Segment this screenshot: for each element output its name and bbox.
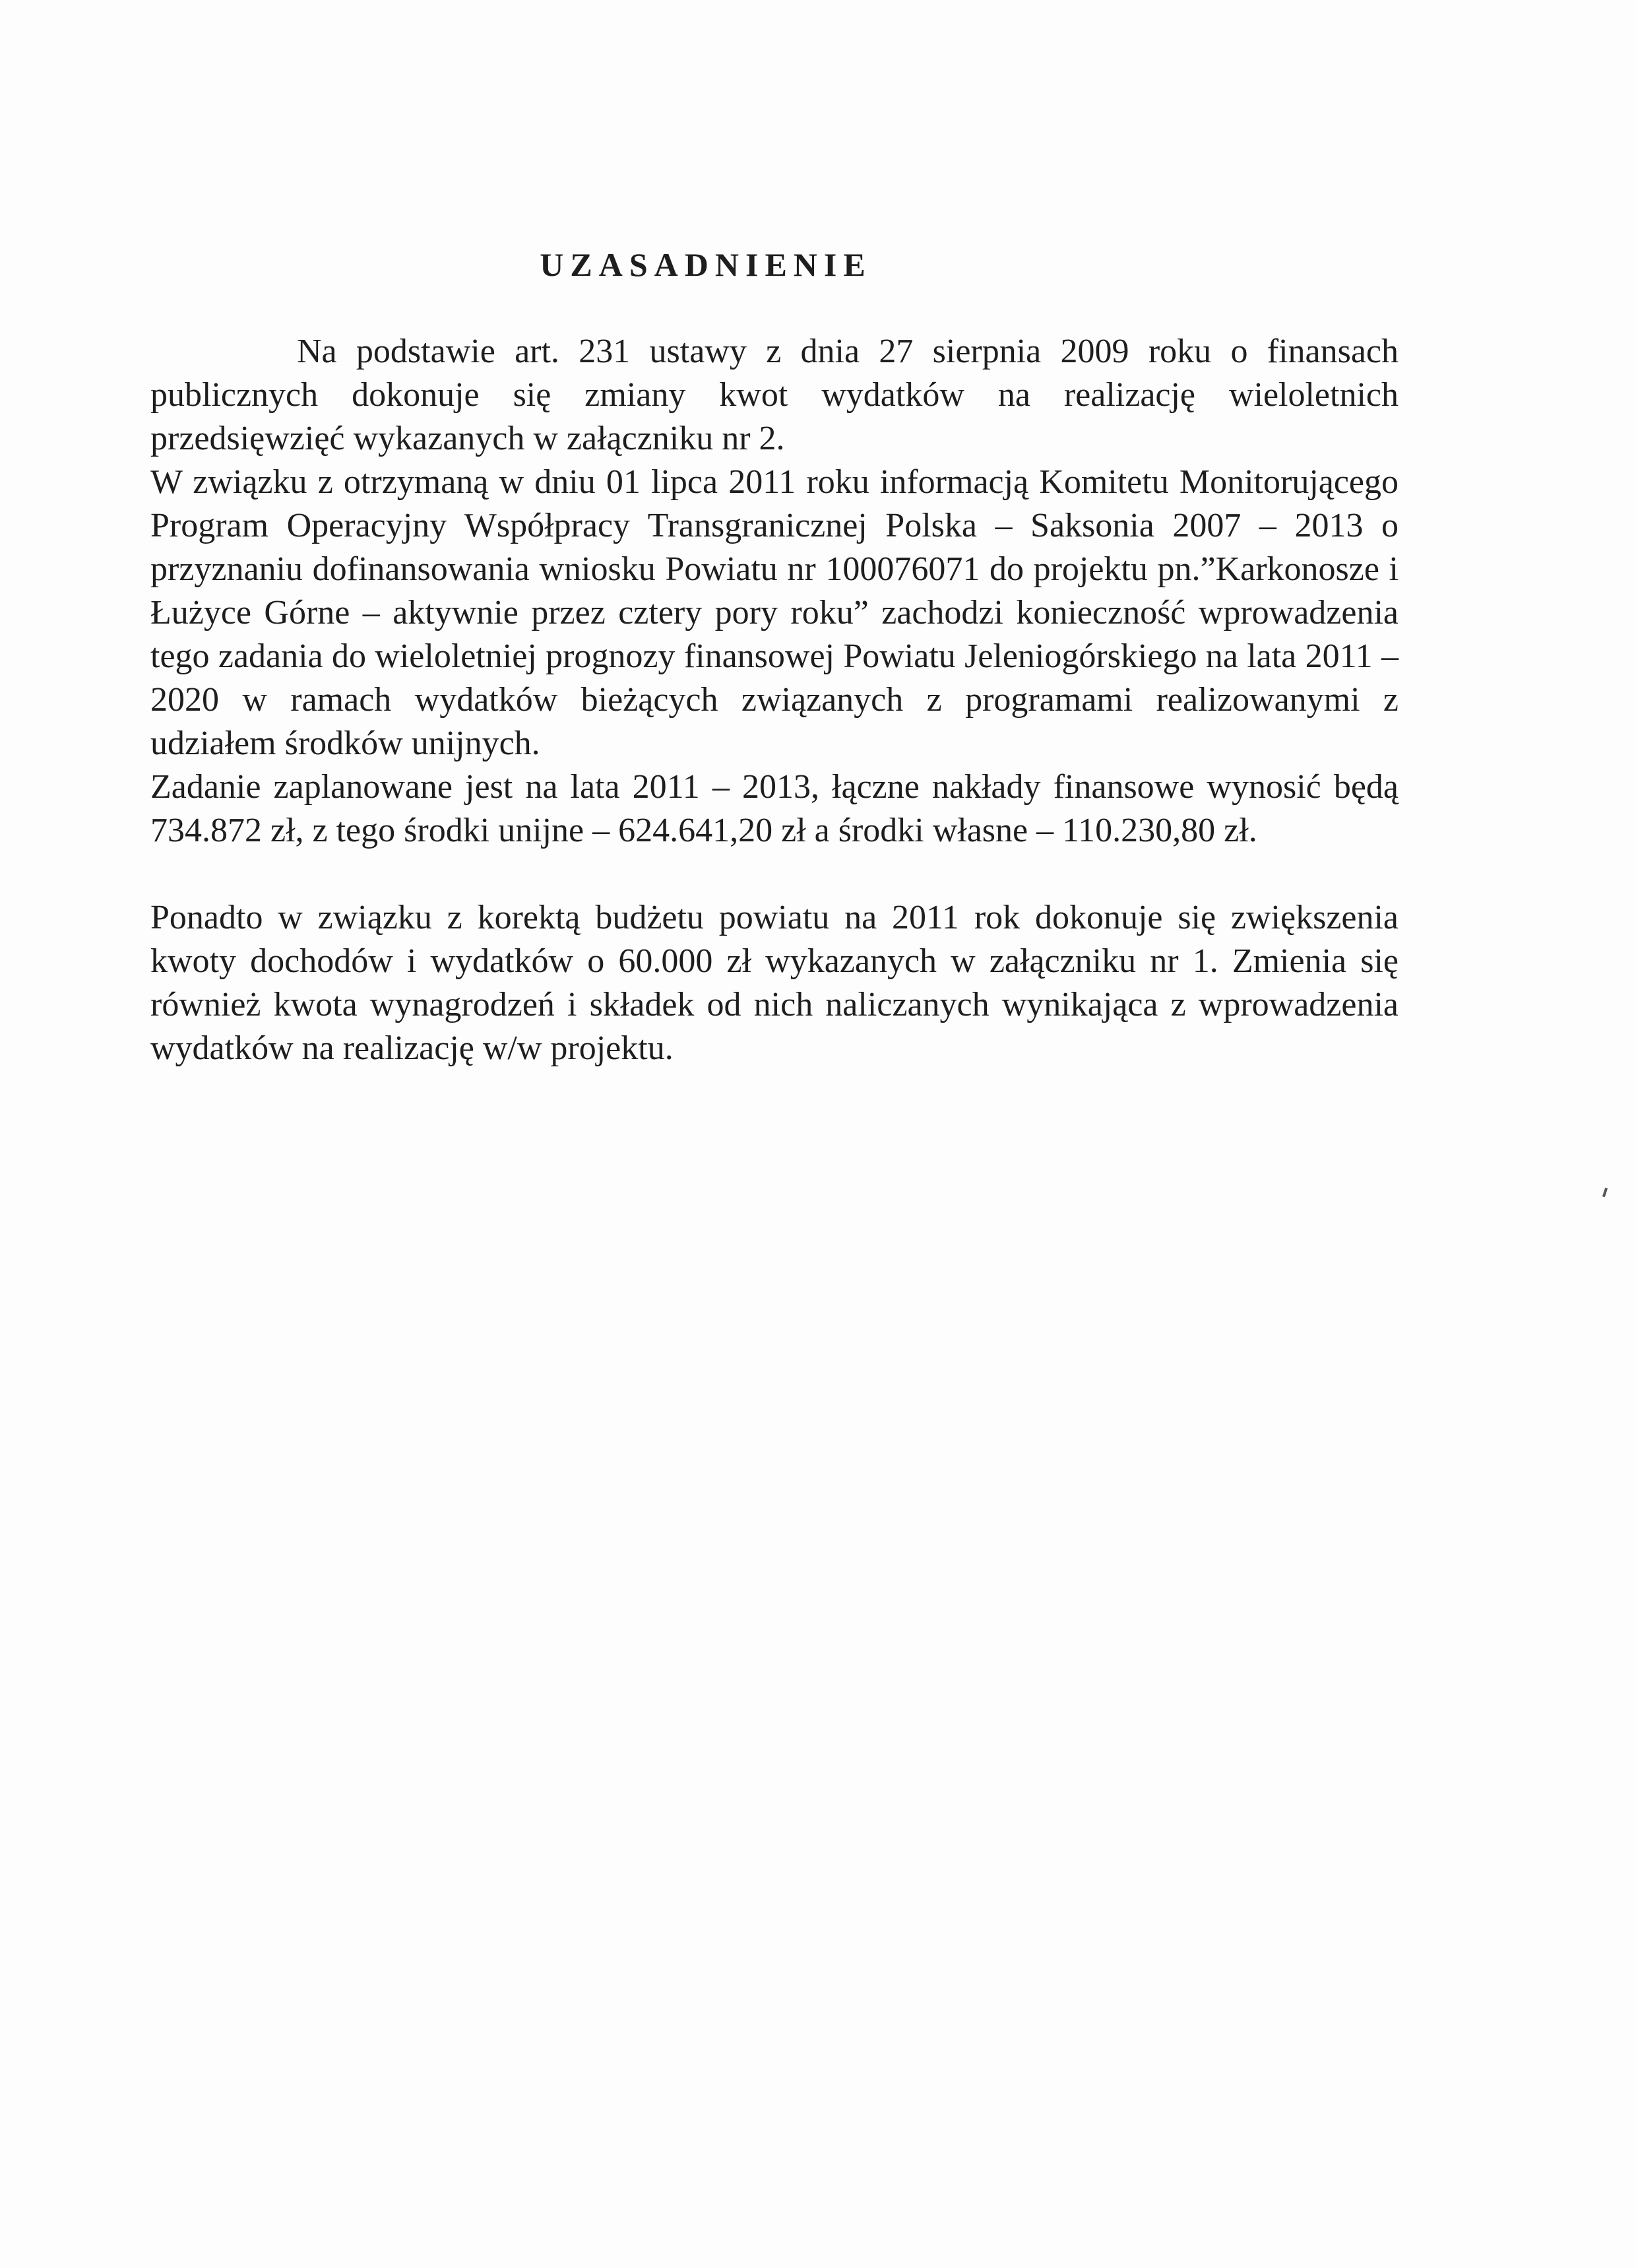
- paragraph-legal-basis: Na podstawie art. 231 ustawy z dnia 27 sierpnia 2009 roku o finansach publicznych dokonuje się zmiany kwot wydatków na realizację wieloletnich przedsięwzięć wykazanych w załączniku nr 2.: [150, 333, 1399, 457]
- paragraph-spacer: [150, 853, 1399, 896]
- scan-mark: [1602, 1188, 1608, 1198]
- paragraph-budget-correction: Ponadto w związku z korektą budżetu powiatu na 2011 rok dokonuje się zwiększenia kwoty dochodów i wydatków o 60.000 zł wykazanych w załączniku nr 1. Zmienia się również kwota wynagrodzeń i składek od nich naliczanych wynikająca z wprowadzenia wydatków na realizację w/w projektu.: [150, 899, 1399, 1067]
- document-title: UZASADNIENIE: [540, 246, 872, 283]
- paragraph-task-costs: Zadanie zaplanowane jest na lata 2011 – 2013, łączne nakłady finansowe wynosić będą 734.872 zł, z tego środki unijne – 624.641,20 zł a środki własne – 110.230,80 zł.: [150, 768, 1399, 849]
- paragraph-project-info: W związku z otrzymaną w dniu 01 lipca 2011 roku informacją Komitetu Monitorującego Program Operacyjny Współpracy Transgranicznej Polska – Saksonia 2007 – 2013 o przyznaniu dofinansowania wniosku Powiatu nr 100076071 do projektu pn.”Karkonosze i Łużyce Górne – aktywnie przez cztery pory roku” zachodzi konieczność wprowadzenia tego zadania do wieloletniej prognozy finansowej Powiatu Jeleniogórskiego na lata 2011 – 2020 w ramach wydatków bieżących związanych z programami realizowanymi z udziałem środków unijnych.: [150, 463, 1399, 762]
- document-body: [150, 330, 1399, 1070]
